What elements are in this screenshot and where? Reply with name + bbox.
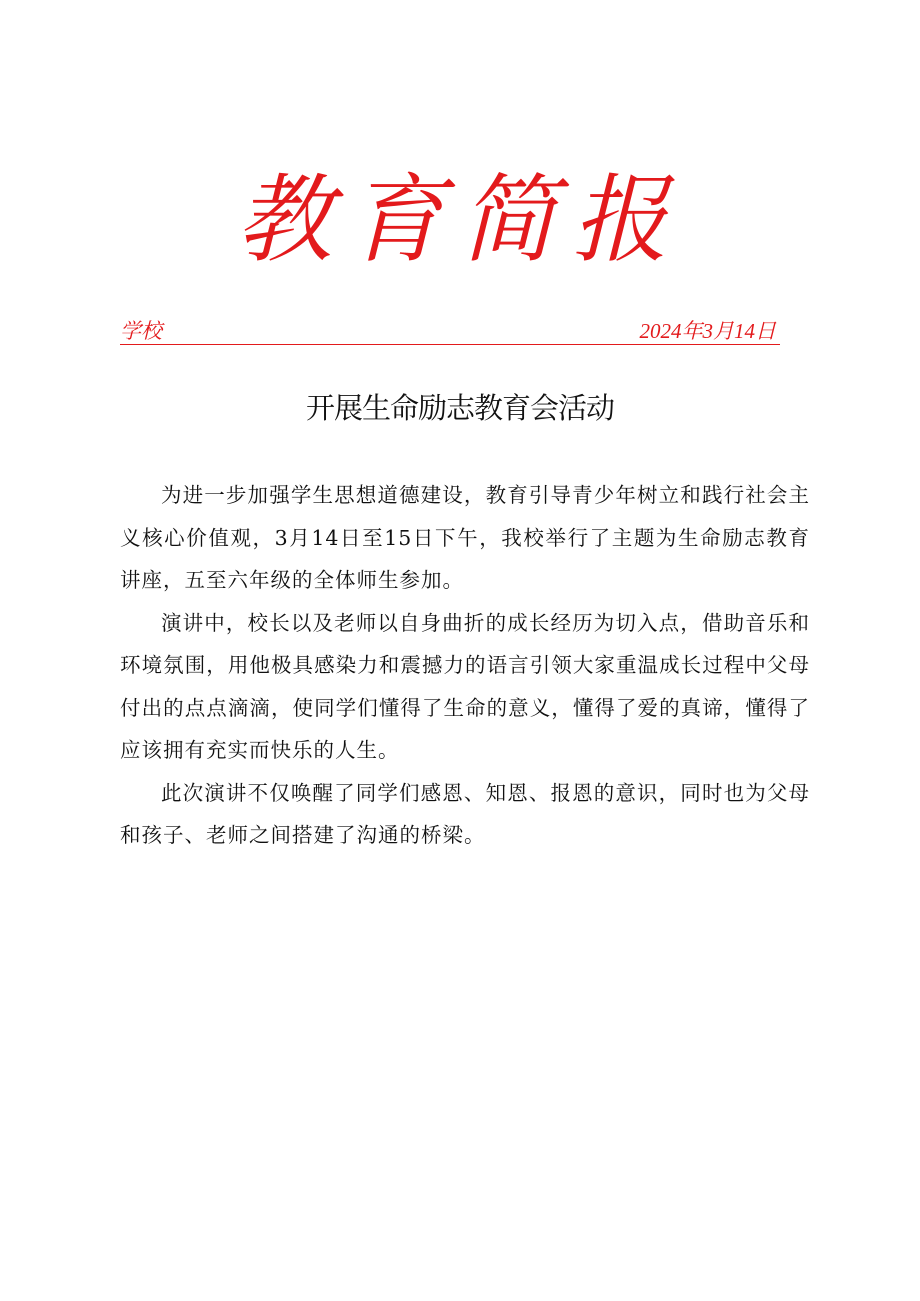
article-paragraph: 为进一步加强学生思想道德建设，教育引导青少年树立和践行社会主义核心价值观，3月14日至15日下午，我校举行了主题为生命励志教育讲座，五至六年级的全体师生参加。 [120, 483, 810, 592]
article-body [120, 474, 810, 857]
article-paragraph: 此次演讲不仅唤醒了同学们感恩、知恩、报恩的意识，同时也为父母和孩子、老师之间搭建了沟通的桥梁。 [120, 780, 810, 847]
newsletter-masthead: 教育简报 [236, 164, 684, 276]
article-title: 开展生命励志教育会活动 [305, 391, 614, 425]
article-paragraph: 演讲中，校长以及老师以自身曲折的成长经历为切入点，借助音乐和环境氛围，用他极具感染力和震撼力的语言引领大家重温成长过程中父母付出的点点滴滴，使同学们懂得了生命的意义，懂得了爱的真谛，懂得了应该拥有充实而快乐的人生。 [120, 610, 810, 762]
school-date-line [120, 318, 780, 345]
issue-date: 2024年3月14日 [639, 319, 776, 343]
school-label: 学校 [120, 319, 162, 343]
